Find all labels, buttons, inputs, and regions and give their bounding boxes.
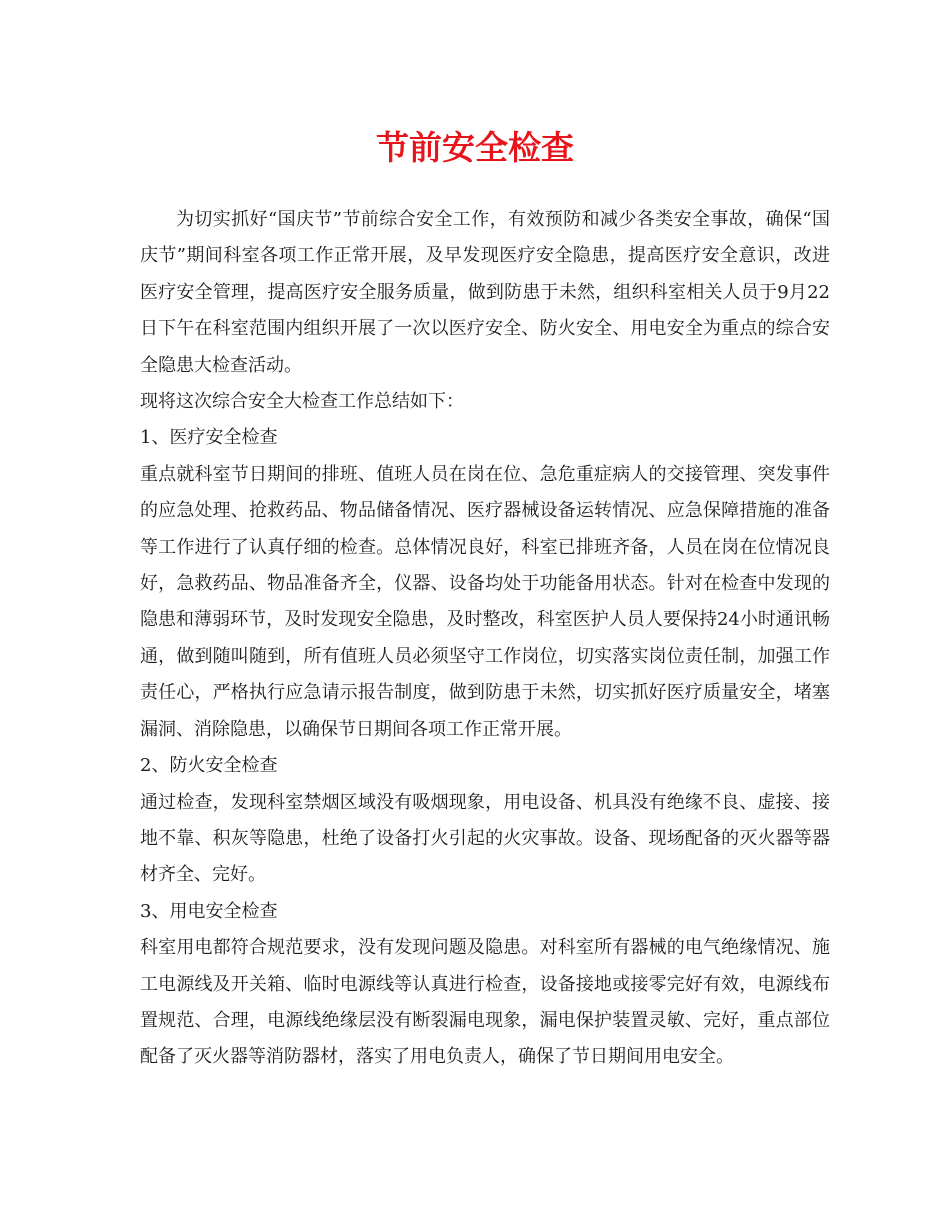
section-heading-fire: 2、防火安全检查 <box>140 755 278 777</box>
section-heading-medical: 1、医疗安全检查 <box>140 427 278 449</box>
section-text-fire: 通过检查，发现科室禁烟区域没有吸烟现象，用电设备、机具没有绝缘不良、虚接、接地不靠、积灰等隐患，杜绝了设备打火引起的火灾事故。设备、现场配备的灭火器等器材齐全、完好。 <box>140 791 830 886</box>
summary-line: 现将这次综合安全大检查工作总结如下： <box>140 391 464 413</box>
document-title: 节前安全检查 <box>376 128 574 167</box>
section-heading-electrical: 3、用电安全检查 <box>140 900 278 922</box>
intro-paragraph: 为切实抓好“国庆节”节前综合安全工作，有效预防和减少各类安全事故，确保“国庆节”期间科室各项工作正常开展，及早发现医疗安全隐患，提高医疗安全意识，改进医疗安全管理，提高医疗安全服务质量，做到防患于未然，组织科室相关人员于9月22日下午在科室范围内组织开展了一次以医疗安全、防火安全、用电安全为重点的综合安全隐患大检查活动。 <box>140 209 830 376</box>
section-text-medical: 重点就科室节日期间的排班、值班人员在岗在位、急危重症病人的交接管理、突发事件的应急处理、抢救药品、物品储备情况、医疗器械设备运转情况、应急保障措施的准备等工作进行了认真仔细的检查。总体情况良好，科室已排班齐备，人员在岗在位情况良好，急救药品、物品准备齐全，仪器、设备均处于功能备用状态。针对在检查中发现的隐患和薄弱环节，及时发现安全隐患，及时整改，科室医护人员人要保持24小时通讯畅通，做到随叫随到，所有值班人员必须坚守工作岗位，切实落实岗位责任制，加强工作责任心，严格执行应急请示报告制度，做到防患于未然，切实抓好医疗质量安全，堵塞漏洞、消除隐患，以确保节日期间各项工作正常开展。 <box>140 463 830 740</box>
section-text-electrical: 科室用电都符合规范要求，没有发现问题及隐患。对科室所有器械的电气绝缘情况、施工电源线及开关箱、临时电源线等认真进行检查，设备接地或接零完好有效，电源线布置规范、合理，电源线绝缘层没有断裂漏电现象，漏电保护装置灵敏、完好，重点部位配备了灭火器等消防器材，落实了用电负责人，确保了节日期间用电安全。 <box>140 937 830 1068</box>
document-body <box>140 202 830 1076</box>
